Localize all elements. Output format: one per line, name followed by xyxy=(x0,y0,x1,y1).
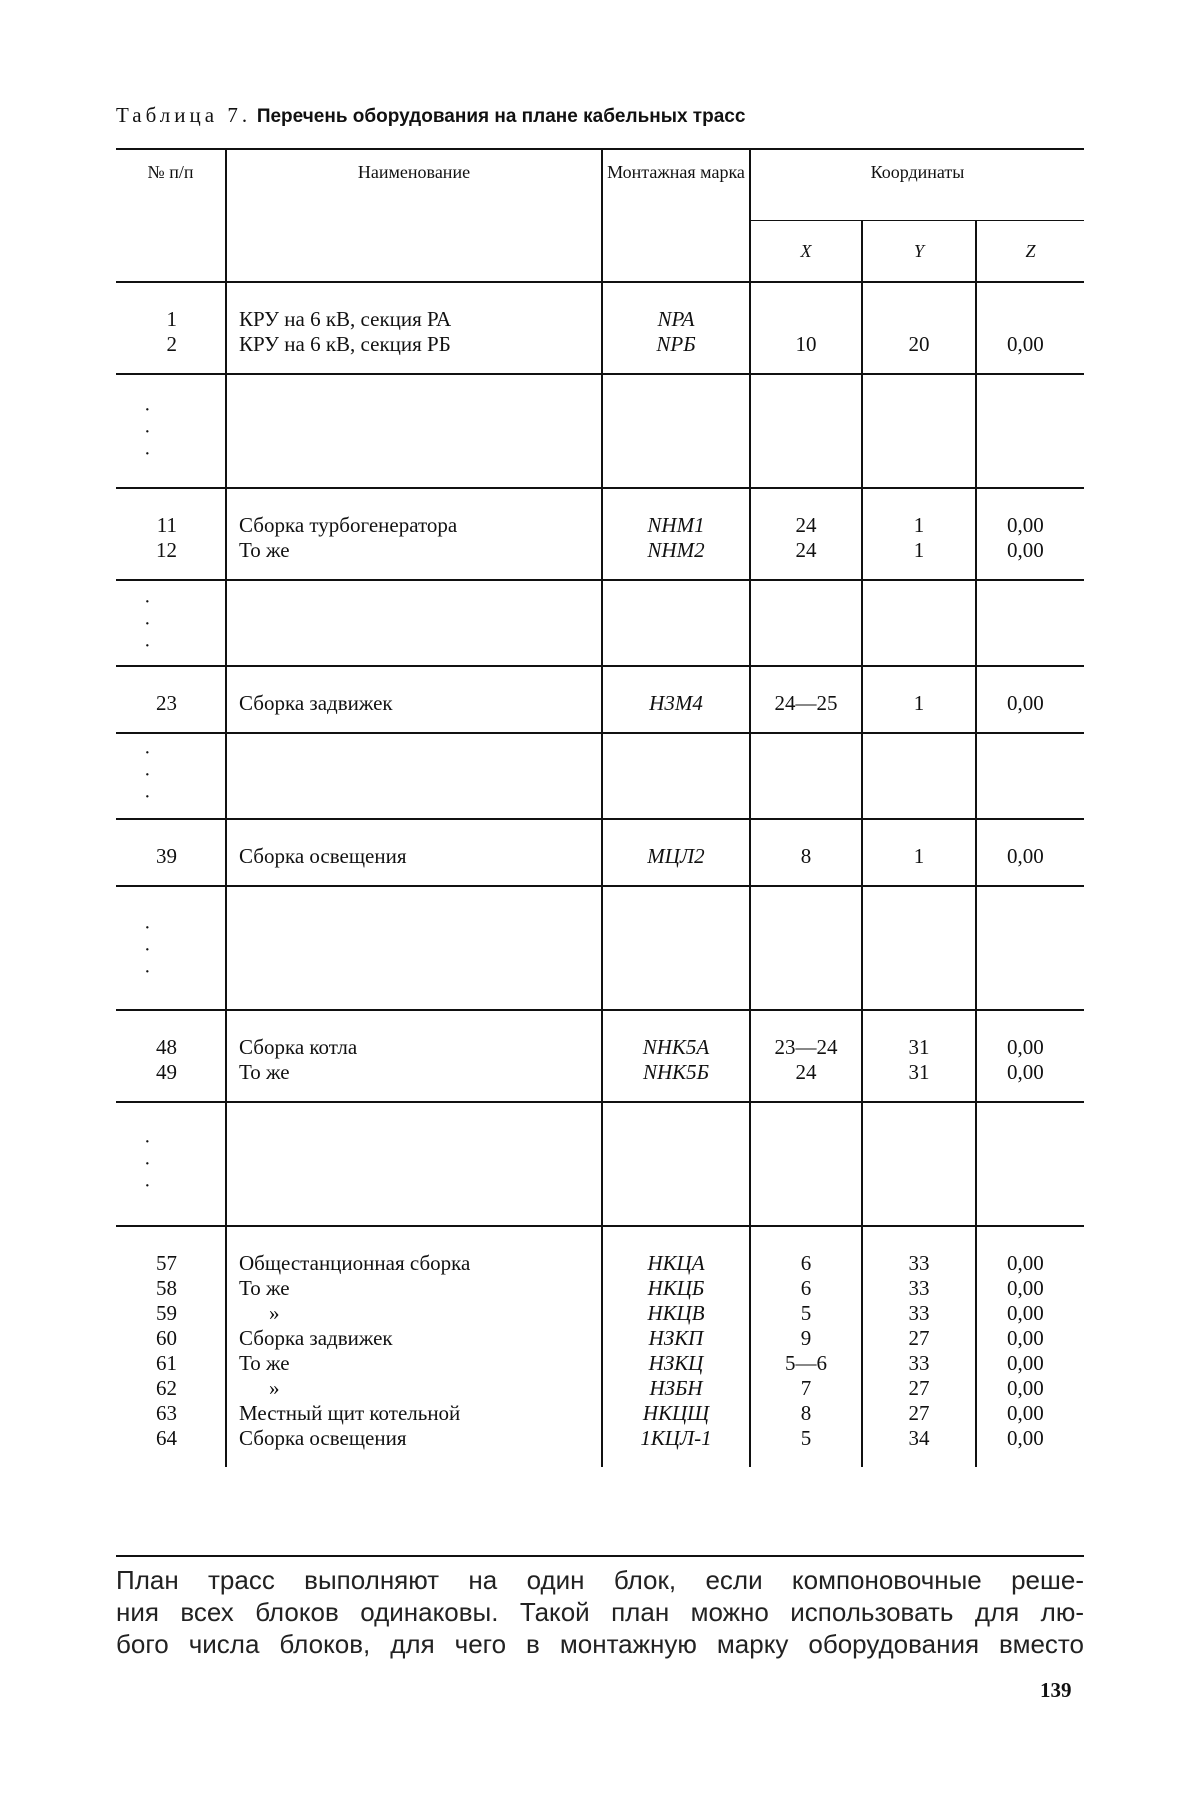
row-mark: H3M4 xyxy=(649,691,703,715)
row-y: 33 xyxy=(908,1301,930,1325)
row-y: 27 xyxy=(908,1401,930,1425)
row-y: 33 xyxy=(908,1351,930,1375)
ellipsis-dots: · · · xyxy=(144,917,151,983)
row-x: 24—25 xyxy=(774,691,838,715)
row-z: 0,00 xyxy=(1007,1376,1044,1400)
ellipsis-dots: · · · xyxy=(144,1131,151,1197)
row-name: Сборка освещения xyxy=(239,844,407,868)
row-x: 6 xyxy=(800,1276,812,1300)
row-num: 62 xyxy=(156,1376,177,1400)
row-z: 0,00 xyxy=(1007,844,1044,868)
table-row xyxy=(116,488,1084,580)
row-name: КРУ на 6 кВ, секция РБ xyxy=(239,332,451,356)
ellipsis-dots: · · · xyxy=(144,591,151,657)
row-num: 23 xyxy=(156,691,177,715)
row-mark: НЗБН xyxy=(649,1376,703,1400)
row-name: » xyxy=(269,1301,280,1325)
paragraph-line: ния всех блоков одинаковы. Такой план можно использовать для лю- xyxy=(116,1597,1084,1627)
row-mark: МЦЛ2 xyxy=(647,844,705,868)
row-name: Сборка задвижек xyxy=(239,691,393,715)
row-mark: НКЦЩ xyxy=(642,1401,710,1425)
row-name: То же xyxy=(239,1060,290,1084)
row-z: 0,00 xyxy=(1007,1426,1044,1450)
row-name: То же xyxy=(239,1351,290,1375)
header-x: X xyxy=(750,221,862,283)
row-mark: НЗКП xyxy=(648,1326,704,1350)
row-mark: NHM1 xyxy=(647,513,705,537)
row-x: 8 xyxy=(800,844,812,868)
row-x: 8 xyxy=(800,1401,812,1425)
row-x: 24 xyxy=(795,513,817,537)
row-name: Сборка освещения xyxy=(239,1426,407,1450)
row-y: 33 xyxy=(908,1276,930,1300)
page-number: 139 xyxy=(1040,1678,1072,1702)
header-coordinates: Координаты xyxy=(750,149,1084,221)
table-bottom-rule xyxy=(116,1555,1084,1557)
row-num: 59 xyxy=(156,1301,177,1325)
row-mark: NPБ xyxy=(656,332,696,356)
row-name: Местный щит котельной xyxy=(239,1401,461,1425)
row-num: 63 xyxy=(156,1401,177,1425)
row-x: 5 xyxy=(800,1426,812,1450)
row-mark: НКЦБ xyxy=(647,1276,705,1300)
row-name: То же xyxy=(239,538,290,562)
row-z: 0,00 xyxy=(1007,1301,1044,1325)
ellipsis-row xyxy=(116,733,1084,819)
row-x: 6 xyxy=(800,1251,812,1275)
row-z: 0,00 xyxy=(1007,1276,1044,1300)
header-num: № п/п xyxy=(116,149,226,282)
row-num: 49 xyxy=(156,1060,177,1084)
row-x: 9 xyxy=(800,1326,812,1350)
row-num: 2 xyxy=(166,332,177,356)
row-num: 58 xyxy=(156,1276,177,1300)
row-name: Общестанционная сборка xyxy=(239,1251,471,1275)
row-z: 0,00 xyxy=(1007,1251,1044,1275)
row-y: 31 xyxy=(908,1035,930,1059)
row-y: 33 xyxy=(908,1251,930,1275)
row-y: 1 xyxy=(913,844,925,868)
row-x: 7 xyxy=(800,1376,812,1400)
table-row xyxy=(116,819,1084,886)
row-y: 31 xyxy=(908,1060,930,1084)
row-x: 24 xyxy=(795,1060,817,1084)
row-mark: NHK5Б xyxy=(642,1060,710,1084)
row-y: 1 xyxy=(913,513,925,537)
row-num: 60 xyxy=(156,1326,177,1350)
row-mark: NHM2 xyxy=(647,538,705,562)
row-y: 20 xyxy=(908,332,930,356)
row-y: 1 xyxy=(913,538,925,562)
row-y: 1 xyxy=(913,691,925,715)
table-row xyxy=(116,666,1084,733)
row-mark: НЗКЦ xyxy=(648,1351,704,1375)
ellipsis-row xyxy=(116,1102,1084,1226)
table-row xyxy=(116,1010,1084,1102)
ellipsis-dots: · · · xyxy=(144,399,151,465)
ellipsis-row xyxy=(116,374,1084,488)
row-name: То же xyxy=(239,1276,290,1300)
row-z: 0,00 xyxy=(1007,538,1044,562)
caption-title: Перечень оборудования на плане кабельных трасс xyxy=(256,106,746,127)
row-y: 34 xyxy=(908,1426,930,1450)
row-num: 64 xyxy=(156,1426,177,1450)
row-name: Сборка котла xyxy=(239,1035,358,1059)
row-mark: NPA xyxy=(657,307,695,331)
row-x: 5—6 xyxy=(785,1351,827,1375)
row-x: 23—24 xyxy=(774,1035,838,1059)
row-mark: NHK5A xyxy=(642,1035,710,1059)
table-row xyxy=(116,1226,1084,1467)
row-name: Сборка турбогенератора xyxy=(239,513,458,537)
row-x: 5 xyxy=(800,1301,812,1325)
row-name: КРУ на 6 кВ, секция РА xyxy=(239,307,452,331)
caption-lead: Таблица 7. xyxy=(116,103,252,127)
ellipsis-row xyxy=(116,580,1084,666)
paragraph-line: План трасс выполняют на один блок, если компоновочные реше- xyxy=(116,1565,1084,1595)
row-z: 0,00 xyxy=(1007,1035,1044,1059)
table-row xyxy=(116,282,1084,374)
row-mark: НКЦВ xyxy=(647,1301,705,1325)
ellipsis-row xyxy=(116,886,1084,1010)
table-caption xyxy=(116,103,745,128)
row-x: 24 xyxy=(795,538,817,562)
row-num: 61 xyxy=(156,1351,177,1375)
header-y: Y xyxy=(862,221,976,283)
row-name: Сборка задвижек xyxy=(239,1326,393,1350)
row-num: 48 xyxy=(156,1035,177,1059)
row-num: 11 xyxy=(156,513,177,537)
row-num: 57 xyxy=(156,1251,177,1275)
equipment-table xyxy=(116,148,1084,1467)
row-mark: 1КЦЛ-1 xyxy=(640,1426,712,1450)
header-mark: Монтажная марка xyxy=(602,149,750,282)
row-num: 12 xyxy=(156,538,177,562)
row-name: » xyxy=(269,1376,280,1400)
row-y: 27 xyxy=(908,1326,930,1350)
header-z: Z xyxy=(976,221,1084,283)
row-z: 0,00 xyxy=(1007,1401,1044,1425)
row-x: 10 xyxy=(795,332,817,356)
row-y: 27 xyxy=(908,1376,930,1400)
ellipsis-dots: · · · xyxy=(144,742,151,808)
body-paragraph xyxy=(116,1564,1084,1660)
row-z: 0,00 xyxy=(1007,1326,1044,1350)
paragraph-line: бого числа блоков, для чего в монтажную марку оборудования вместо xyxy=(116,1629,1084,1659)
row-z: 0,00 xyxy=(1007,332,1044,356)
row-z: 0,00 xyxy=(1007,1060,1044,1084)
row-z: 0,00 xyxy=(1007,1351,1044,1375)
header-name: Наименование xyxy=(226,149,602,282)
row-z: 0,00 xyxy=(1007,513,1044,537)
row-num: 1 xyxy=(166,307,177,331)
row-num: 39 xyxy=(156,844,177,868)
row-z: 0,00 xyxy=(1007,691,1044,715)
row-mark: НКЦА xyxy=(647,1251,705,1275)
